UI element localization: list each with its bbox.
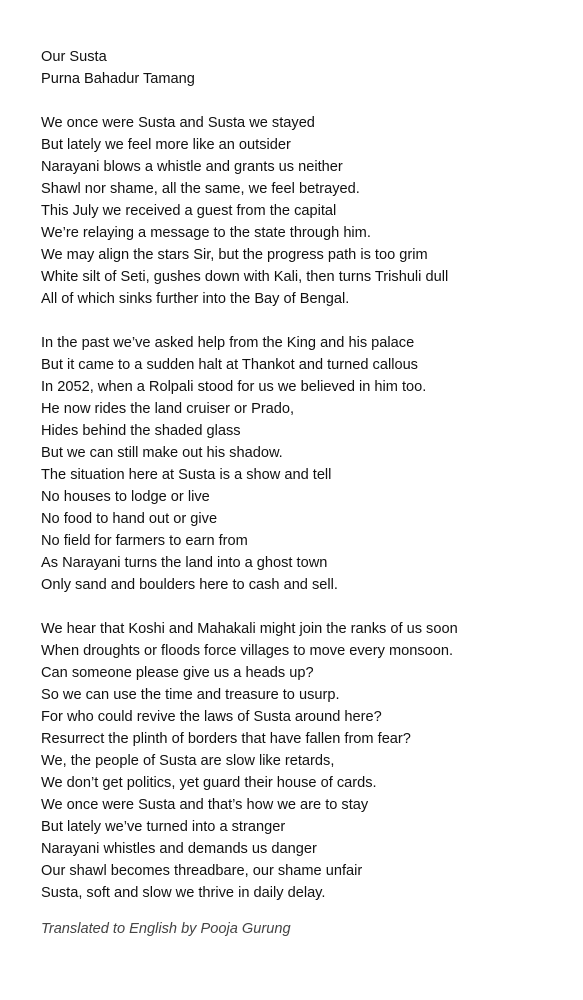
poem-line: No houses to lodge or live: [41, 489, 210, 505]
poem-line: He now rides the land cruiser or Prado,: [41, 401, 295, 417]
poem-line: But it came to a sudden halt at Thankot and turned callous: [41, 357, 418, 373]
poem-line: We once were Susta and that’s how we are to stay: [41, 797, 369, 813]
poem-line: All of which sinks further into the Bay of Bengal.: [41, 291, 350, 307]
poem-line: In the past we’ve asked help from the King and his palace: [41, 335, 415, 351]
poem-title: Our Susta: [41, 49, 107, 65]
poem-line: When droughts or floods force villages to move every monsoon.: [41, 643, 454, 659]
poem-line: For who could revive the laws of Susta around here?: [41, 709, 382, 725]
poem-page: [41, 46, 571, 940]
poem-line: The situation here at Susta is a show and tell: [41, 467, 332, 483]
poem-line: We once were Susta and Susta we stayed: [41, 115, 315, 131]
poem-line: Only sand and boulders here to cash and sell.: [41, 577, 338, 593]
poem-line: Susta, soft and slow we thrive in daily delay.: [41, 885, 326, 901]
poem-line: We don’t get politics, yet guard their house of cards.: [41, 775, 377, 791]
poem-line: We may align the stars Sir, but the progress path is too grim: [41, 247, 428, 263]
stanza-gap: [41, 310, 571, 332]
poem-line: Narayani whistles and demands us danger: [41, 841, 317, 857]
poem-line: White silt of Seti, gushes down with Kali, then turns Trishuli dull: [41, 269, 449, 285]
poem-line: No food to hand out or give: [41, 511, 218, 527]
poem-line: Narayani blows a whistle and grants us neither: [41, 159, 343, 175]
poem-line: But lately we’ve turned into a stranger: [41, 819, 286, 835]
poem-line: No field for farmers to earn from: [41, 533, 248, 549]
poem-line: We hear that Koshi and Mahakali might join the ranks of us soon: [41, 621, 458, 637]
stanza-gap: [41, 90, 571, 112]
stanza-2: [41, 332, 571, 596]
poem-line: Hides behind the shaded glass: [41, 423, 241, 439]
stanza-1: [41, 112, 571, 310]
poem-line: We, the people of Susta are slow like retards,: [41, 753, 335, 769]
poem-line: As Narayani turns the land into a ghost town: [41, 555, 328, 571]
poem-line: But we can still make out his shadow.: [41, 445, 283, 461]
poem-line: In 2052, when a Rolpali stood for us we believed in him too.: [41, 379, 427, 395]
poem-line: Can someone please give us a heads up?: [41, 665, 314, 681]
stanza-3: [41, 618, 571, 904]
poem-author: Purna Bahadur Tamang: [41, 71, 195, 87]
poem-line: But lately we feel more like an outsider: [41, 137, 291, 153]
poem-line: Shawl nor shame, all the same, we feel betrayed.: [41, 181, 360, 197]
poem-line: Resurrect the plinth of borders that have fallen from fear?: [41, 731, 411, 747]
stanza-gap: [41, 596, 571, 618]
poem-line: So we can use the time and treasure to usurp.: [41, 687, 340, 703]
translator-credit: Translated to English by Pooja Gurung: [41, 921, 291, 937]
poem-line: Our shawl becomes threadbare, our shame unfair: [41, 863, 363, 879]
poem-line: This July we received a guest from the capital: [41, 203, 337, 219]
poem-line: We’re relaying a message to the state through him.: [41, 225, 371, 241]
